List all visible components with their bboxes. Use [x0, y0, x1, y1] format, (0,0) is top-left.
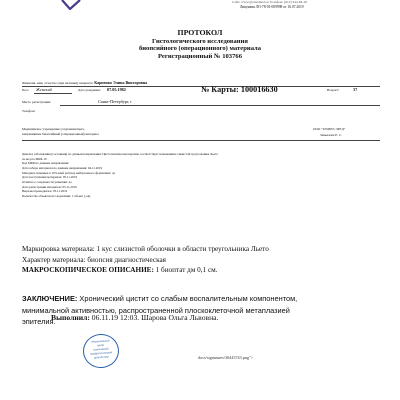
divider	[34, 93, 72, 94]
executed-line	[51, 313, 218, 322]
dob-value: 07.05.1982	[107, 87, 126, 92]
protocol-title	[0, 29, 400, 60]
detail-line: Дата забора материала по данным направления: 04.11.2019	[22, 165, 103, 170]
patient-name-row	[22, 80, 147, 85]
material-details	[22, 152, 218, 199]
detail-line: Дата регистрации материала: 05.11.2019	[22, 184, 77, 189]
license-number: Лицензия ЛО-78-01-009998 от 16.07.2019	[240, 5, 304, 9]
detail-line: Количество объектов исследования: 1 объект (-ов)	[22, 193, 91, 198]
institution-org: ООО "ГЛОБУС МЕД"	[313, 127, 346, 131]
card-label: № Карты:	[201, 85, 239, 94]
card-value: 100016630	[240, 85, 278, 94]
stamp-line: центр	[97, 343, 105, 348]
detail-line: по код по МКБ-10	[22, 156, 47, 161]
conclusion-line-2: минимальной активностью, распространенной плоскоклеточной метаплазией	[22, 305, 290, 315]
stamp-line: диагностики	[93, 355, 109, 360]
age-label: Возраст:	[327, 88, 340, 92]
clinic-logo	[60, 0, 82, 10]
age-value: 37	[353, 87, 358, 92]
sex-value: Женский	[36, 87, 52, 92]
address-label: Место регистрации:	[22, 100, 52, 104]
dob-label: Дата рождения:	[78, 88, 101, 92]
macro-text: 1 биоптат дм 0,1 см.	[155, 266, 218, 274]
marking-line: Маркировка материала: 1 кус слизистой оболочки в области треугольника Льето	[22, 245, 269, 253]
detail-line: Код МКБ по данным направления:	[22, 161, 69, 166]
conclusion-line-1: Хронический цистит со слабым воспалительным компонентом,	[79, 294, 298, 303]
stamp-line: Национальный	[91, 339, 110, 344]
license-contact: Сайт: www.globusmed.ru Телефон: (812) 244-84-20	[232, 0, 308, 4]
detail-line: Вырезка проводилась: 05.11.2019	[22, 189, 68, 194]
title-line-1: ПРОТОКОЛ	[177, 28, 223, 37]
patient-name-value: Карпенко Элина Викторовна	[94, 80, 148, 85]
signature-reference: docs/signatures/30443743.png">	[198, 355, 254, 360]
executed-label: Выполнил:	[51, 313, 90, 322]
title-line-2: Гистологического исследования	[152, 37, 248, 45]
organization-stamp	[82, 333, 120, 369]
institution-doctor: Завьялова Е. С.	[320, 133, 343, 137]
institution-label-1: Медицинское учреждение (отделение/врач,	[22, 127, 85, 131]
macro-description	[22, 266, 217, 274]
stamp-line: клинической	[93, 347, 109, 352]
macro-label: МАКРОСКОПИЧЕСКОЕ ОПИСАНИЕ:	[22, 266, 154, 274]
card-number-row	[201, 85, 278, 94]
registration-number: Регистрационный № 103766	[157, 52, 242, 60]
material-character: Характер материала: биопсия диагностическая	[22, 256, 166, 264]
detail-line: Диагноз заболевания (состояния) по данным направления: Цистоскопическая картина соответствует изменениям слизистой треугольника Льето	[22, 152, 218, 156]
phone-label: Телефон:	[22, 109, 36, 113]
divider	[60, 105, 380, 106]
executed-value: 06.11.19 12:03. Шарова Ольга Львовна.	[91, 313, 219, 322]
detail-line: Отметка о сохранности упаковки: да	[22, 179, 72, 184]
title-line-3: биопсийного (операционного) материала	[138, 45, 262, 53]
sex-label: Пол:	[22, 88, 29, 92]
conclusion-line-3: эпителия.	[22, 317, 56, 327]
institution-label-2: направившие биопсийный (операционный) материал	[22, 132, 99, 136]
address-value: Санкт-Петербург, г	[98, 99, 132, 104]
conclusion-block	[22, 293, 382, 328]
divider	[22, 140, 380, 141]
stamp-line: морфологической	[90, 351, 113, 356]
patient-name-label: Фамилия, имя, отчество (при наличии) пациента:	[22, 81, 94, 85]
conclusion-label: ЗАКЛЮЧЕНИЕ:	[22, 294, 78, 303]
detail-line: Дата поступления материала: 05.11.2019	[22, 175, 78, 180]
detail-line: Материал помещен в 10%-ный раствор нейтрального формалина: да	[22, 170, 116, 175]
